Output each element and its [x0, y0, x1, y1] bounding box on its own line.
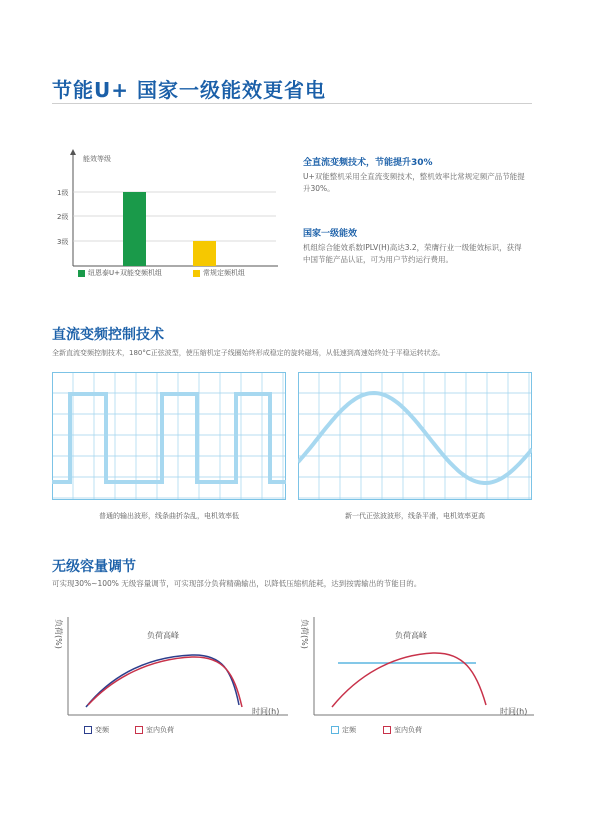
section-title: 直流变频控制技术: [52, 327, 164, 343]
square-wave-panel: [52, 372, 286, 500]
panel-border: [53, 373, 286, 500]
wave-caption: 新一代正弦波波形，线条平滑，电机效率更高: [345, 512, 485, 520]
feature-text-line: 升30%。: [303, 184, 335, 193]
variable-frequency-line: [86, 655, 239, 707]
bar-u-plus: [123, 192, 146, 266]
feature-text-line: U+双能整机采用全直流变频技术，整机效率比常规定频产品节能提: [303, 172, 525, 181]
energy-bar-chart: [50, 148, 280, 283]
legend-label: 变频: [95, 726, 109, 734]
legend-item: [331, 725, 356, 735]
load-chart-variable: [52, 615, 292, 720]
legend-item: [383, 725, 422, 735]
x-axis-label: 时间(h): [252, 707, 280, 716]
feature-title: 国家一级能效: [303, 229, 358, 239]
legend-item: [84, 725, 109, 735]
y-axis-label: 负荷(%): [300, 619, 309, 649]
tick-label: 2级: [57, 213, 69, 221]
x-axis-label: 时间(h): [500, 707, 528, 716]
section-description: 全新直流变频控制技术，180°C正弦波型，使压缩机定子线圈始终形成稳定的旋转磁场，从低速到高速始终处于平稳运转状态。: [52, 349, 445, 357]
bar-fixed-frequency: [193, 241, 216, 266]
legend-swatch: [383, 726, 391, 734]
feature-text: [303, 171, 543, 195]
title-divider: [52, 103, 532, 104]
legend-swatch: [135, 726, 143, 734]
load-chart-fixed: [298, 615, 538, 720]
page-title: 节能U+ 国家一级能效更省电: [52, 78, 326, 102]
legend-swatch: [331, 726, 339, 734]
legend-label: 常规定频机组: [203, 269, 245, 277]
peak-label: 负荷高峰: [147, 631, 179, 640]
feature-text-line: 机组综合能效系数IPLV(H)高达3.2，荣膺行业一级能效标识，获得: [303, 243, 522, 252]
legend-item: [78, 268, 162, 278]
square-wave-line: [52, 394, 286, 482]
feature-text-line: 中国节能产品认证，可为用户节约运行费用。: [303, 255, 453, 264]
wave-caption: 普通的输出波形，线条曲折杂乱，电机效率低: [99, 512, 239, 520]
sine-wave-panel: [298, 372, 532, 500]
indoor-load-line: [332, 653, 486, 707]
legend-swatch-yellow: [193, 270, 200, 277]
legend-label: 纽恩泰U+双能变频机组: [88, 269, 162, 277]
section-description: 可实现30%~100% 无级容量调节，可实现部分负荷精确输出，以降低压缩机能耗，达到按需输出的节能目的。: [52, 579, 422, 588]
legend-label: 室内负荷: [146, 726, 174, 734]
section-title: 无级容量调节: [52, 559, 136, 575]
tick-label: 3级: [57, 238, 69, 246]
legend-item: [193, 268, 245, 278]
legend-label: 室内负荷: [394, 726, 422, 734]
feature-text: [303, 242, 543, 266]
y-axis-label: 负荷(%): [54, 619, 63, 649]
sine-wave-line: [298, 393, 532, 483]
legend-label: 定频: [342, 726, 356, 734]
tick-label: 1级: [57, 189, 69, 197]
feature-title: 全直流变频技术，节能提升30%: [303, 158, 433, 168]
y-axis-label: 能效等级: [83, 155, 111, 163]
legend-swatch: [84, 726, 92, 734]
legend-item: [135, 725, 174, 735]
peak-label: 负荷高峰: [395, 631, 427, 640]
grid: [52, 372, 286, 500]
legend-swatch-green: [78, 270, 85, 277]
